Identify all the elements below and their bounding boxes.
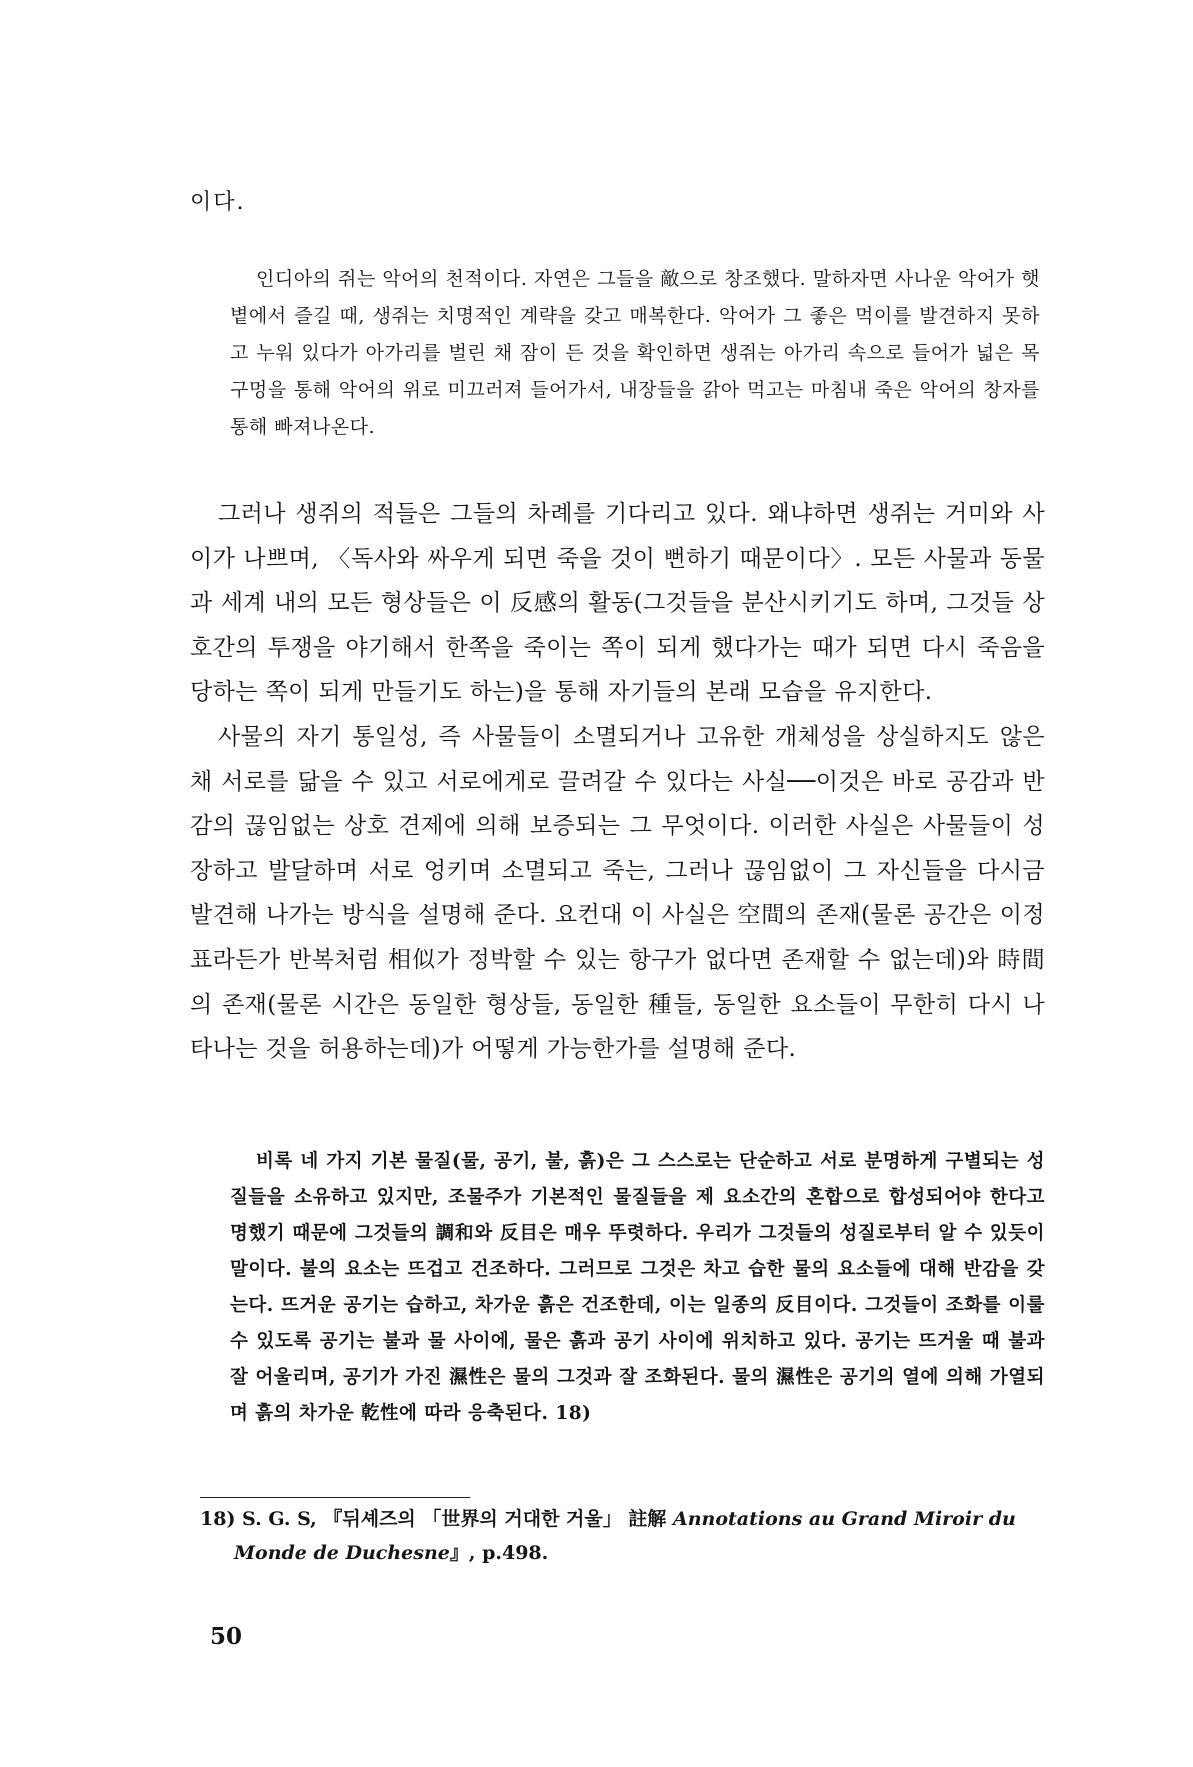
footnote-prefix: 18) S. G. S, 『뒤셰즈의 「世界의 거대한 거울」 註解: [200, 1508, 667, 1530]
footnote-divider: [200, 1497, 470, 1498]
footnote-suffix: 』, p.498.: [449, 1542, 549, 1564]
body-paragraph: 사물의 자기 통일성, 즉 사물들이 소멸되거나 고유한 개체성을 상실하지도 않은 채 서로를 닮을 수 있고 서로에게로 끌려갈 수 있다는 사실──이것은 바로 공감과 반감의 끊임없는 상호 견제에 의해 보증되는 그 무엇이다. 이러한 사실은 사물들이 성장하고 발달하며 서로 엉키며 소멸되고 죽는, 그러나 끊임없이 그 자신들을 다시금 발견해 나가는 방식을 설명해 준다. 요컨대 이 사실은 空間의 존재(물론 공간은 이정표라든가 반복처럼 相似가 정박할 수 있는 항구가 없다면 존재할 수 없는데)와 時間의 존재(물론 시간은 동일한 형상들, 동일한 種들, 동일한 요소들이 무한히 다시 나타나는 것을 허용하는데)가 어떻게 가능한가를 설명해 준다.: [190, 723, 1045, 1063]
block-quote-text: 비록 네 가지 기본 물질(물, 공기, 불, 흙)은 그 스스로는 단순하고 서로 분명하게 구별되는 성질들을 소유하고 있지만, 조물주가 기본적인 물질들을 제 요소간의 혼합으로 합성되어야 한다고 명했기 때문에 그것들의 調和와 反目은 매우 뚜렷하다. 우리가 그것들의 성질로부터 알 수 있듯이 말이다. 불의 요소는 뜨겁고 건조하다. 그러므로 그것은 차고 습한 물의 요소들에 대해 반감을 갖는다. 뜨거운 공기는 습하고, 차가운 흙은 건조한데, 이는 일종의 反目이다. 그것들이 조화를 이룰 수 있도록 공기는 불과 물 사이에, 물은 흙과 공기 사이에 위치하고 있다. 공기는 뜨거울 때 불과 잘 어울리며, 공기가 가진 濕性은 물의 그것과 잘 조화된다. 물의 濕性은 공기의 열에 의해 가열되며 흙의 차가운 乾性에 따라 응축된다. 18): [230, 1151, 1045, 1424]
block-quote-text: 인디아의 쥐는 악어의 천적이다. 자연은 그들을 敵으로 창조했다. 말하자면 사나운 악어가 햇볕에서 즐길 때, 생쥐는 치명적인 계략을 갖고 매복한다. 악어가 그 좋은 먹이를 발견하지 못하고 누워 있다가 아가리를 벌린 채 잠이 든 것을 확인하면 생쥐는 아가리 속으로 들어가 넓은 목구멍을 통해 악어의 위로 미끄러져 들어가서, 내장들을 갉아 먹고는 마침내 죽은 악어의 창자를 통해 빠져나온다.: [230, 268, 1040, 438]
block-quote-elements: [230, 1144, 1045, 1432]
footnote-title-italic: Annotations au Grand Miroir du: [666, 1508, 1016, 1530]
body-paragraph: 그러나 생쥐의 적들은 그들의 차례를 기다리고 있다. 왜냐하면 생쥐는 거미와 사이가 나쁘며, 〈독사와 싸우게 되면 죽을 것이 뻔하기 때문이다〉. 모든 사물과 동물과 세계 내의 모든 형상들은 이 反感의 활동(그것들을 분산시키기도 하며, 그것들 상호간의 투쟁을 야기해서 한쪽을 죽이는 쪽이 되게 했다가는 때가 되면 다시 죽음을 당하는 쪽이 되게 만들기도 하는)을 통해 자기들의 본래 모습을 유지한다.: [190, 501, 1045, 706]
page-number: 50: [210, 1623, 243, 1650]
footnote-title-italic-2: Monde de Duchesne: [234, 1542, 450, 1564]
footnote-line-2: [200, 1536, 1050, 1570]
footnote: [200, 1502, 1050, 1570]
opening-line: 이다.: [190, 190, 246, 215]
block-quote-mongoose: [230, 261, 1040, 446]
main-body-text: [190, 492, 1045, 1072]
